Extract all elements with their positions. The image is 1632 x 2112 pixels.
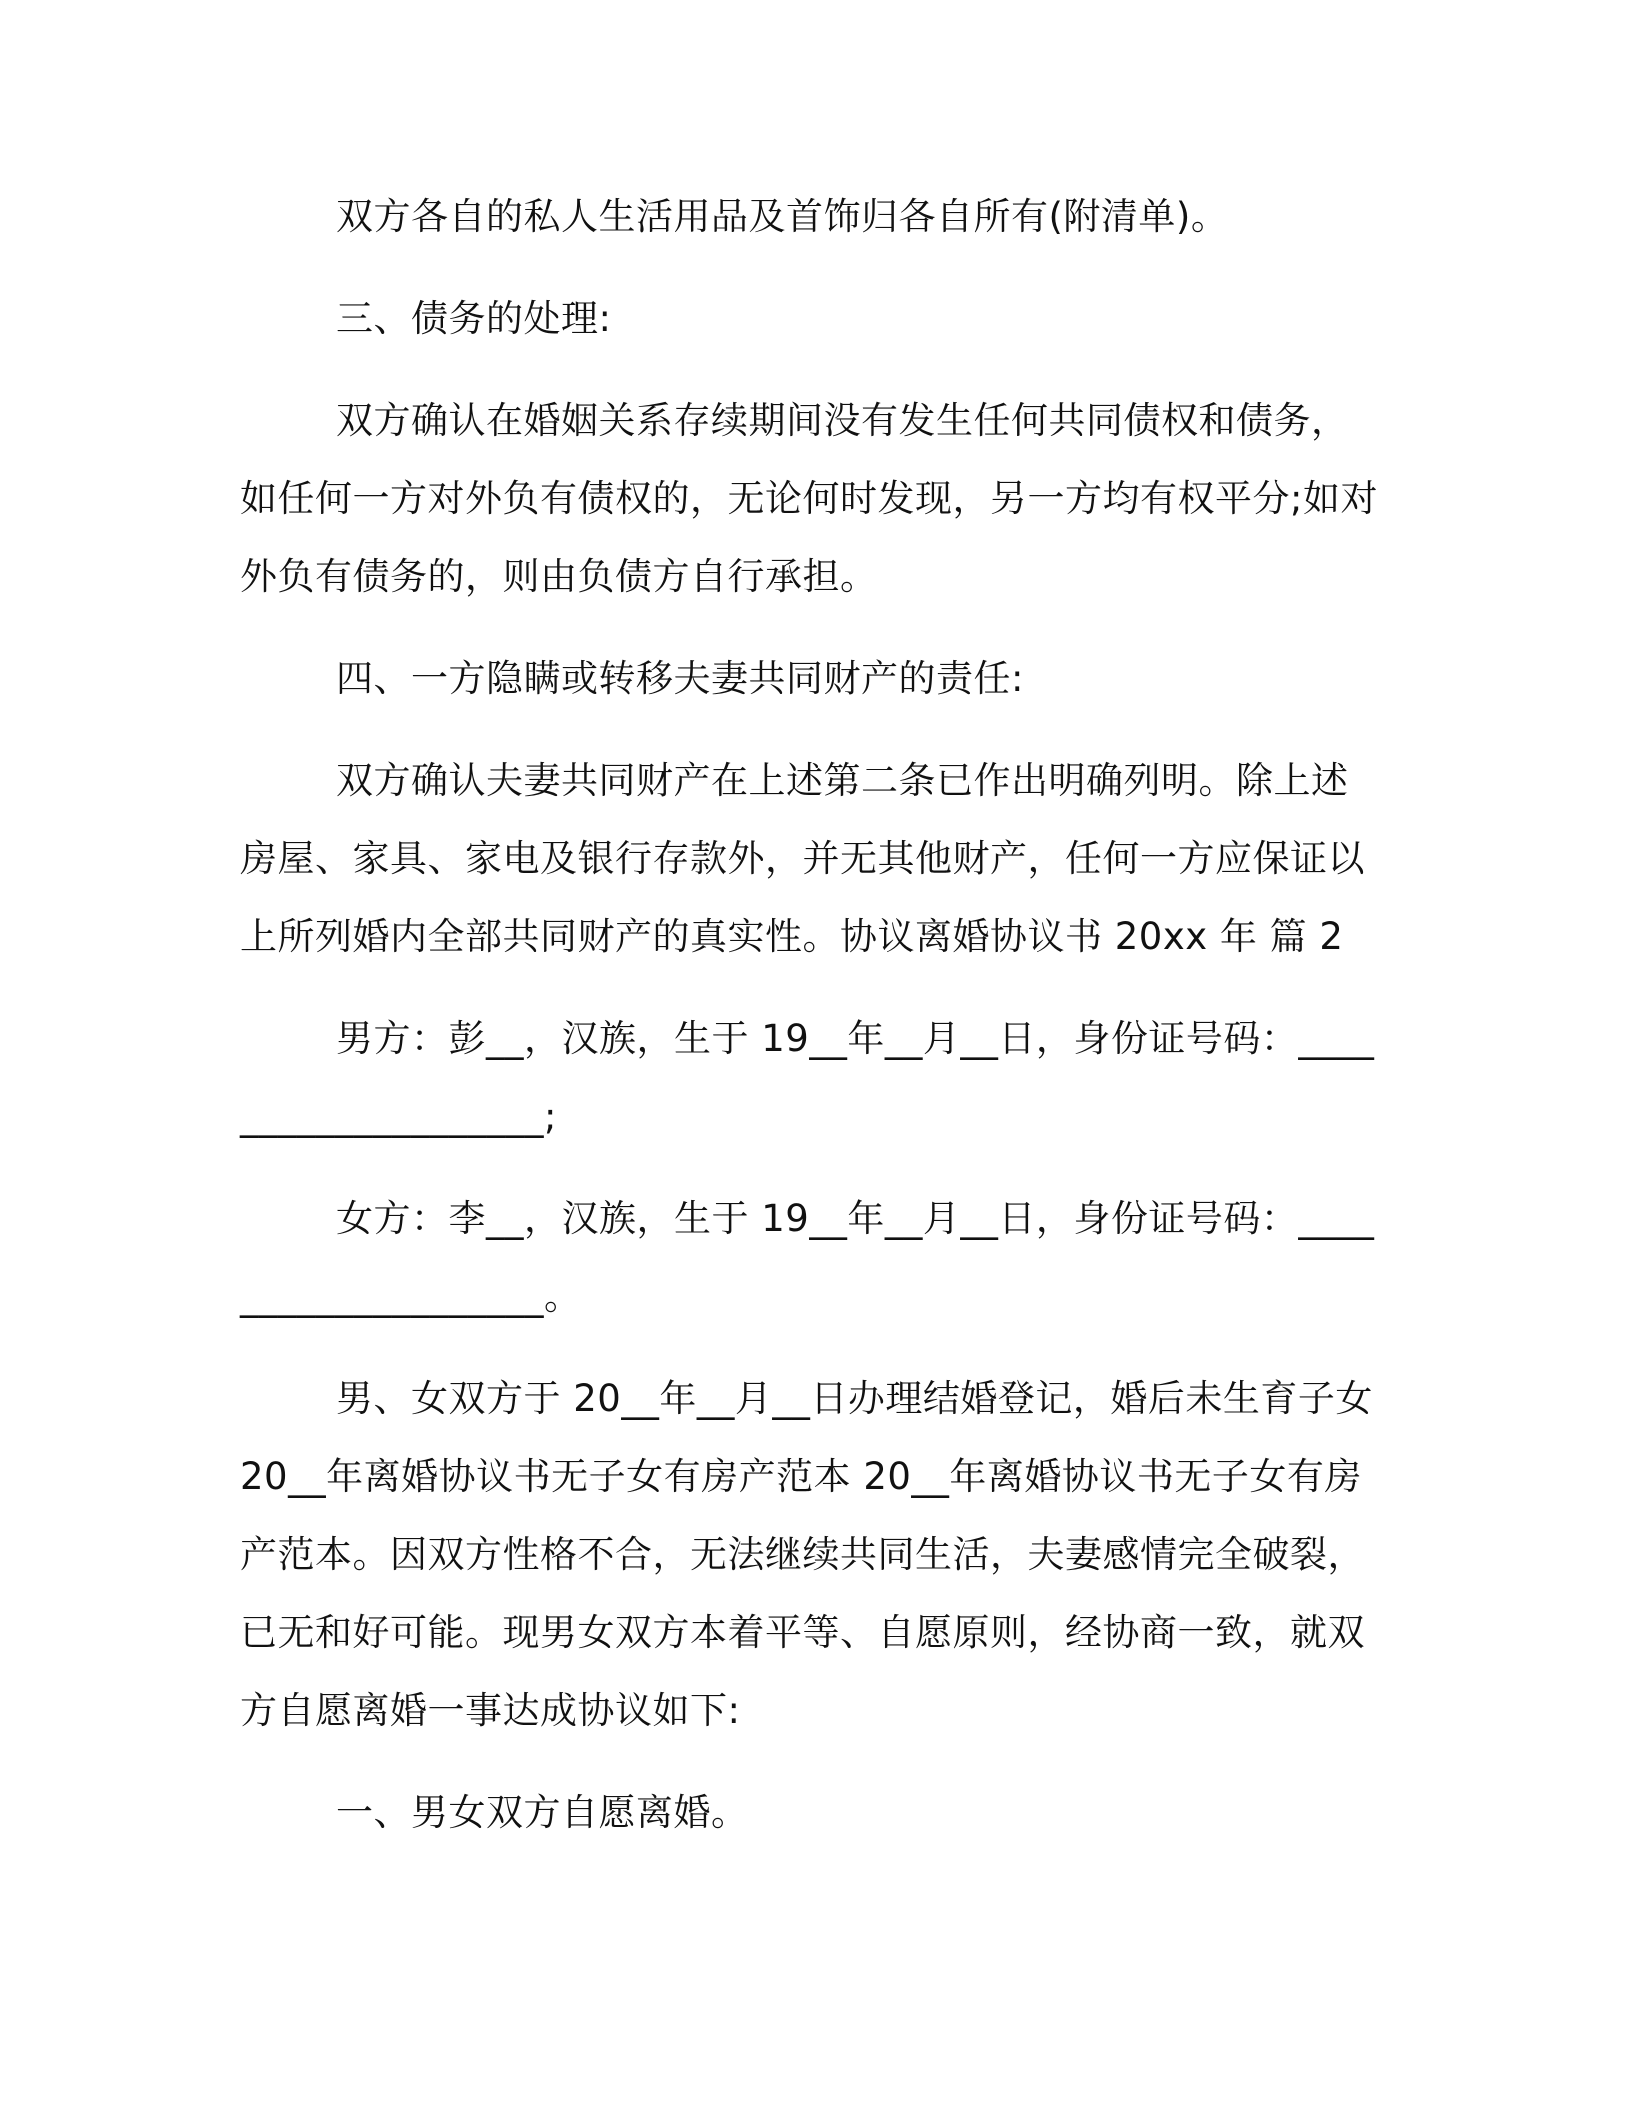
heading-hidden-property-liability: 四、一方隐瞒或转移夫妻共同财产的责任: <box>336 657 1024 700</box>
paragraph-divorce-clause-one: 一、男女双方自愿离婚。 <box>336 1791 749 1834</box>
document-body <box>240 178 1380 1852</box>
paragraph-property-confirmation: 双方确认夫妻共同财产在上述第二条已作出明确列明。除上述房屋、家具、家电及银行存款外，并无其他财产，任何一方应保证以上所列婚内全部共同财产的真实性。协议离婚协议书 20xx 年 篇 2 <box>240 759 1365 958</box>
paragraph-female-party: 女方：李__，汉族，生于 19__年__月__日，身份证号码：____________________。 <box>240 1197 1375 1318</box>
paragraph-personal-items: 双方各自的私人生活用品及首饰归各自所有(附清单)。 <box>336 195 1229 238</box>
paragraph-marriage-background: 男、女双方于 20__年__月__日办理结婚登记，婚后未生育子女 20__年离婚协议书无子女有房产范本 20__年离婚协议书无子女有房产范本。因双方性格不合，无法继续共同生活，夫妻感情完全破裂，已无和好可能。现男女双方本着平等、自愿原则，经协商一致，就双方自愿离婚一事达成协议如下: <box>240 1377 1373 1732</box>
heading-debt-handling: 三、债务的处理: <box>336 297 612 340</box>
paragraph-debt-confirmation: 双方确认在婚姻关系存续期间没有发生任何共同债权和债务，如任何一方对外负有债权的，无论何时发现，另一方均有权平分;如对外负有债务的，则由负债方自行承担。 <box>240 399 1378 598</box>
paragraph-male-party: 男方：彭__，汉族，生于 19__年__月__日，身份证号码：____________________; <box>240 1017 1375 1138</box>
